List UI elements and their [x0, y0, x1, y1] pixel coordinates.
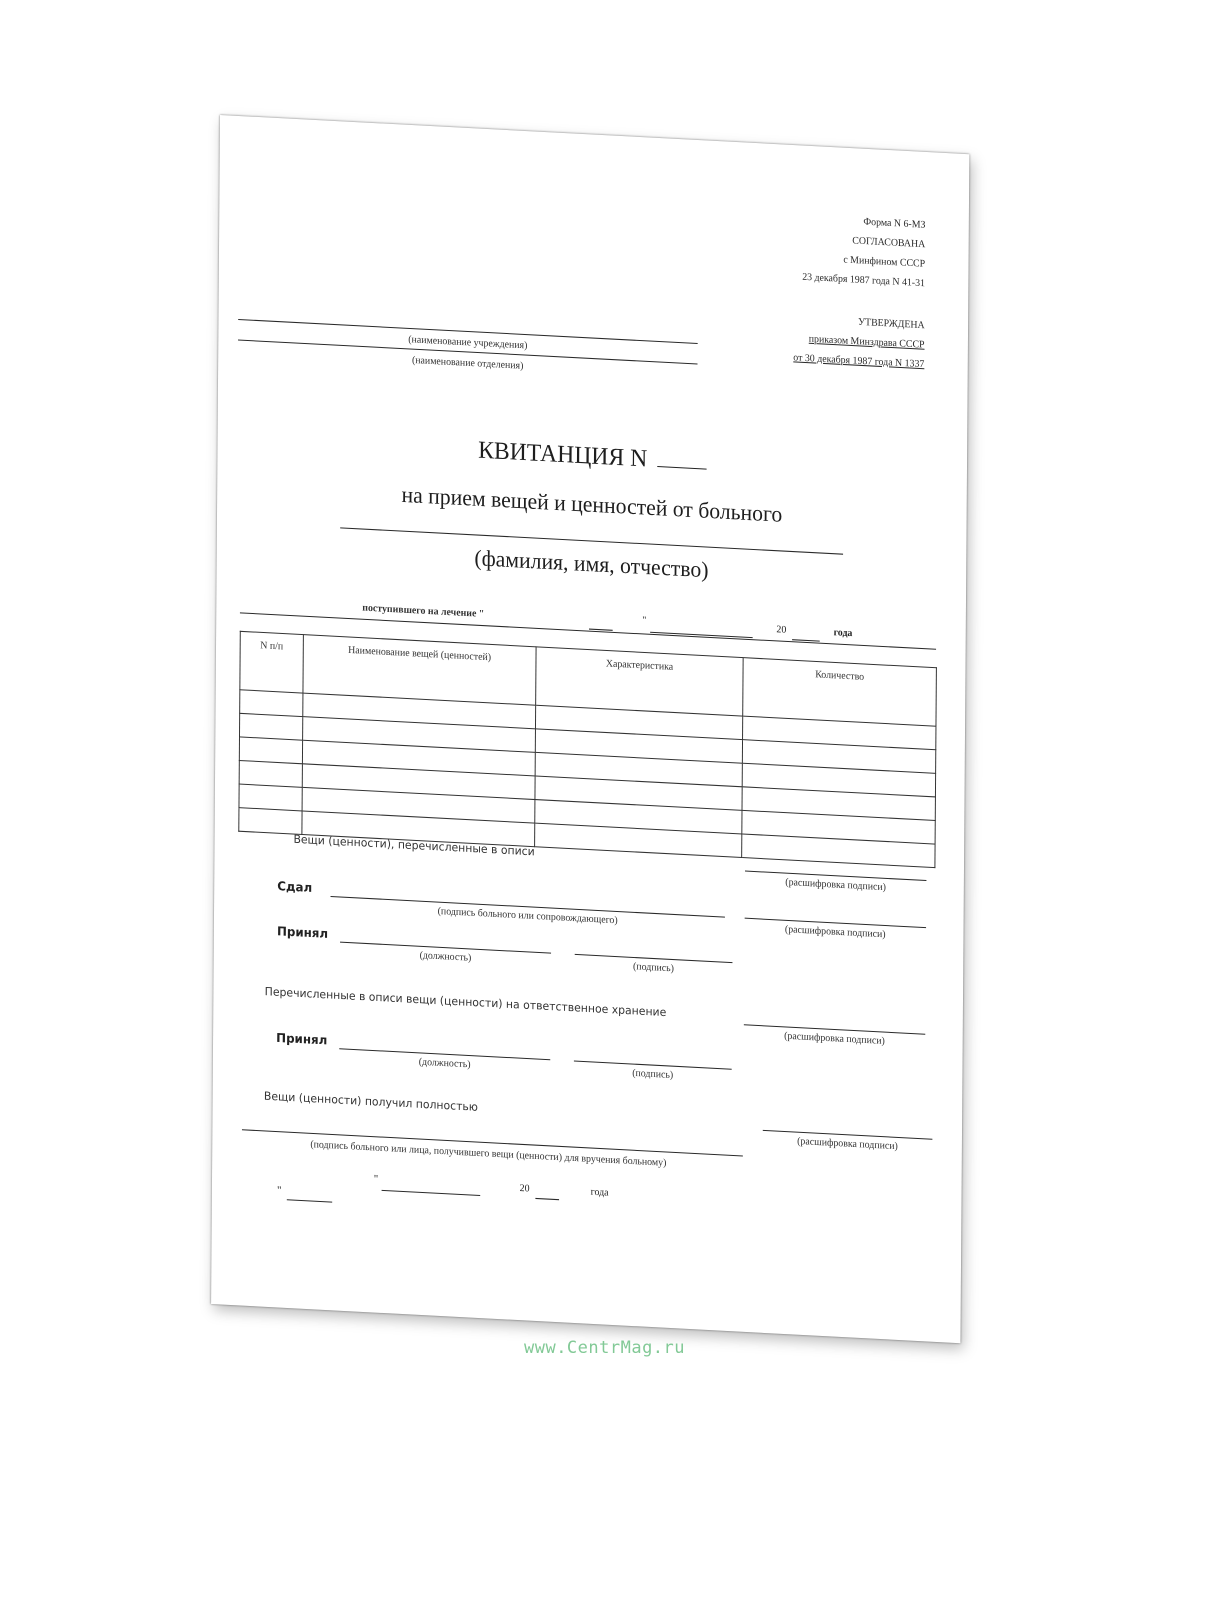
section2-position-caption: (должность): [418, 1056, 471, 1071]
patient-name-caption: (фамилия, имя, отчество): [474, 544, 709, 583]
approved-label: УТВЕРЖДЕНА: [858, 316, 925, 332]
col-quantity-header: Количество: [743, 658, 937, 727]
section1-position-caption: (должность): [419, 949, 472, 964]
approved-date: от 30 декабря 1987 года N 1337: [793, 352, 925, 371]
section2-decode-caption: (расшифровка подписи): [784, 1030, 885, 1048]
admission-quote-close: ": [642, 614, 647, 627]
section1-handed-label: Сдал: [277, 878, 313, 896]
section3-year-prefix: 20: [519, 1182, 530, 1195]
site-watermark: www.CentrMag.ru: [523, 1338, 686, 1358]
admission-quote-open: ": [478, 608, 485, 620]
section1-intro: Вещи (ценности), перечисленные в описи: [293, 832, 535, 859]
table-cell: [239, 760, 302, 787]
agreed-with: с Минфином СССР: [843, 254, 926, 270]
section3-day-line: [287, 1199, 332, 1202]
section3-year-suffix: года: [590, 1186, 609, 1199]
institution-caption: (наименование учреждения): [408, 334, 528, 352]
document-sheet: [211, 115, 969, 1343]
section3-intro: Вещи (ценности) получил полностью: [263, 1089, 479, 1114]
agreed-label: СОГЛАСОВАНА: [852, 235, 926, 251]
col-number-header: N п/п: [240, 631, 304, 693]
receipt-number-blank: [657, 445, 706, 469]
admission-year-prefix: 20: [776, 624, 787, 636]
col-characteristics-header: Характеристика: [536, 647, 743, 716]
section2-accepted-label: Принял: [276, 1030, 328, 1048]
sheet-reflection: [230, 1300, 970, 1440]
col-item-name-header: Наименование вещей (ценностей): [303, 635, 536, 706]
items-table: [238, 631, 937, 868]
section3-quote-close: ": [373, 1173, 379, 1186]
section1-decode-caption-2: (расшифровка подписи): [784, 923, 886, 941]
section2-intro: Перечисленные в описи вещи (ценности) на ответственное хранение: [264, 984, 667, 1020]
approval-header: [793, 209, 925, 375]
section3-decode-caption: (расшифровка подписи): [797, 1135, 898, 1153]
section1-decode-caption-1: (расшифровка подписи): [785, 876, 887, 894]
section3-month-line: [382, 1190, 481, 1196]
form-number: Форма N 6-МЗ: [863, 216, 926, 231]
department-caption: (наименование отделения): [411, 354, 524, 372]
approved-by: приказом Минздрава СССР: [808, 333, 925, 351]
section3-year-line: [535, 1198, 559, 1200]
section1-signature-caption: (подпись): [633, 961, 675, 975]
section1-handed-sign-caption: (подпись больного или сопровождающего): [437, 905, 618, 927]
admission-year-suffix: года: [833, 627, 853, 640]
section2-signature-caption: (подпись): [632, 1067, 674, 1082]
table-cell: [239, 808, 302, 835]
agreed-date: 23 декабря 1987 года N 41-31: [802, 271, 926, 290]
table-cell: [240, 690, 303, 717]
table-cell: [239, 784, 302, 811]
table-cell: [239, 737, 302, 764]
section3-sign-caption: (подпись больного или лица, получившего вещи (ценности) для вручения больному): [310, 1138, 667, 1169]
table-cell: [239, 713, 302, 740]
section3-quote-open: ": [276, 1184, 282, 1197]
receipt-subtitle: на прием вещей и ценностей от больного: [401, 481, 783, 527]
admission-label: поступившего на лечение ": [362, 602, 485, 620]
receipt-title-text: КВИТАНЦИЯ N: [478, 437, 648, 473]
section1-accepted-label: Принял: [276, 923, 329, 941]
